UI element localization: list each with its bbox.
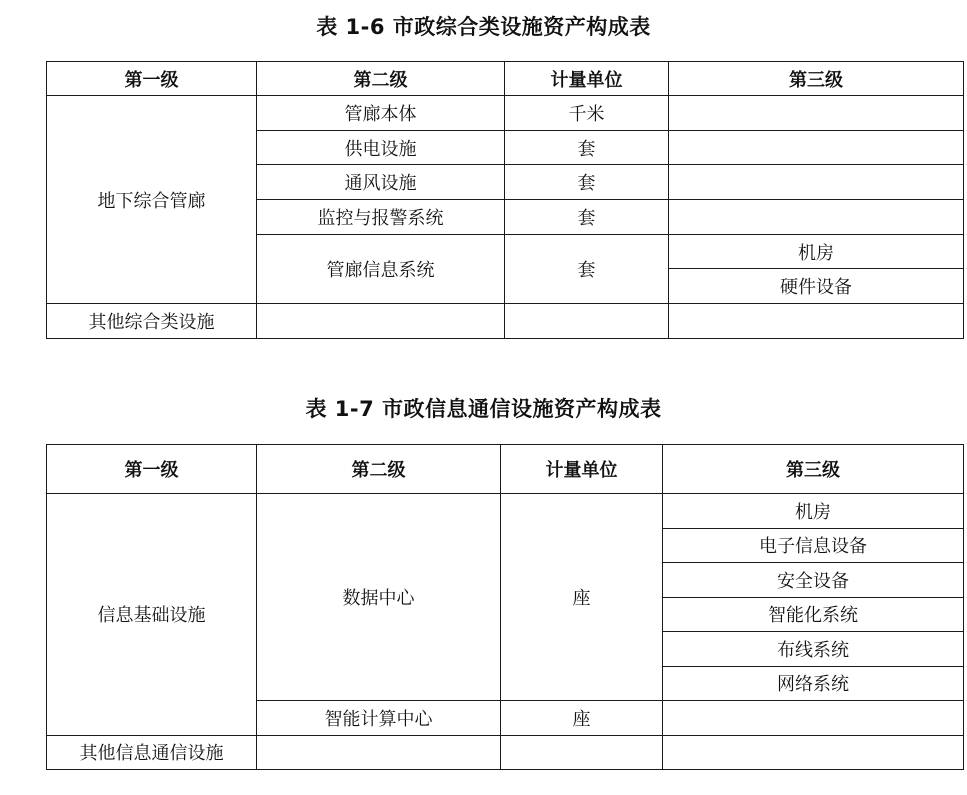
table-row	[47, 494, 964, 529]
header-level3: 第三级	[669, 62, 964, 96]
unit-cell: 座	[501, 701, 663, 736]
level3-cell	[669, 130, 964, 165]
table-row	[47, 735, 964, 770]
table-row	[47, 304, 964, 339]
level2-cell: 监控与报警系统	[257, 200, 505, 235]
header-unit: 计量单位	[501, 445, 663, 494]
table-caption-1-7: 表 1-7 市政信息通信设施资产构成表	[305, 397, 662, 421]
level3-cell	[663, 701, 964, 736]
table-caption-1-6: 表 1-6 市政综合类设施资产构成表	[316, 15, 651, 39]
level2-cell: 供电设施	[257, 130, 505, 165]
level3-cell: 机房	[669, 234, 964, 269]
level3-cell: 布线系统	[663, 632, 964, 667]
municipal-info-comm-facility-table	[46, 444, 964, 770]
level1-cell: 其他信息通信设施	[47, 735, 257, 770]
header-level2: 第二级	[257, 445, 501, 494]
level3-cell: 电子信息设备	[663, 528, 964, 563]
table-header-row	[47, 62, 964, 96]
level3-cell: 机房	[663, 494, 964, 529]
level3-cell	[669, 165, 964, 200]
level1-cell: 信息基础设施	[47, 494, 257, 736]
header-level2: 第二级	[257, 62, 505, 96]
table-header-row	[47, 445, 964, 494]
level2-cell: 数据中心	[257, 494, 501, 701]
header-unit: 计量单位	[505, 62, 669, 96]
level2-cell: 智能计算中心	[257, 701, 501, 736]
level3-cell: 网络系统	[663, 666, 964, 701]
unit-cell: 套	[505, 234, 669, 303]
unit-cell	[501, 735, 663, 770]
level3-cell	[669, 96, 964, 131]
level1-cell: 其他综合类设施	[47, 304, 257, 339]
unit-cell: 套	[505, 130, 669, 165]
unit-cell: 套	[505, 200, 669, 235]
unit-cell: 千米	[505, 96, 669, 131]
level2-cell	[257, 304, 505, 339]
level2-cell: 管廊信息系统	[257, 234, 505, 303]
level2-cell: 管廊本体	[257, 96, 505, 131]
level3-cell: 硬件设备	[669, 269, 964, 304]
level3-cell: 智能化系统	[663, 597, 964, 632]
level3-cell: 安全设备	[663, 563, 964, 598]
table-row	[47, 96, 964, 131]
level2-cell	[257, 735, 501, 770]
header-level1: 第一级	[47, 445, 257, 494]
level3-cell	[669, 304, 964, 339]
header-level3: 第三级	[663, 445, 964, 494]
unit-cell	[505, 304, 669, 339]
level3-cell	[663, 735, 964, 770]
unit-cell: 座	[501, 494, 663, 701]
municipal-integrated-facility-table	[46, 61, 964, 339]
header-level1: 第一级	[47, 62, 257, 96]
level3-cell	[669, 200, 964, 235]
level2-cell: 通风设施	[257, 165, 505, 200]
level1-cell: 地下综合管廊	[47, 96, 257, 304]
unit-cell: 套	[505, 165, 669, 200]
